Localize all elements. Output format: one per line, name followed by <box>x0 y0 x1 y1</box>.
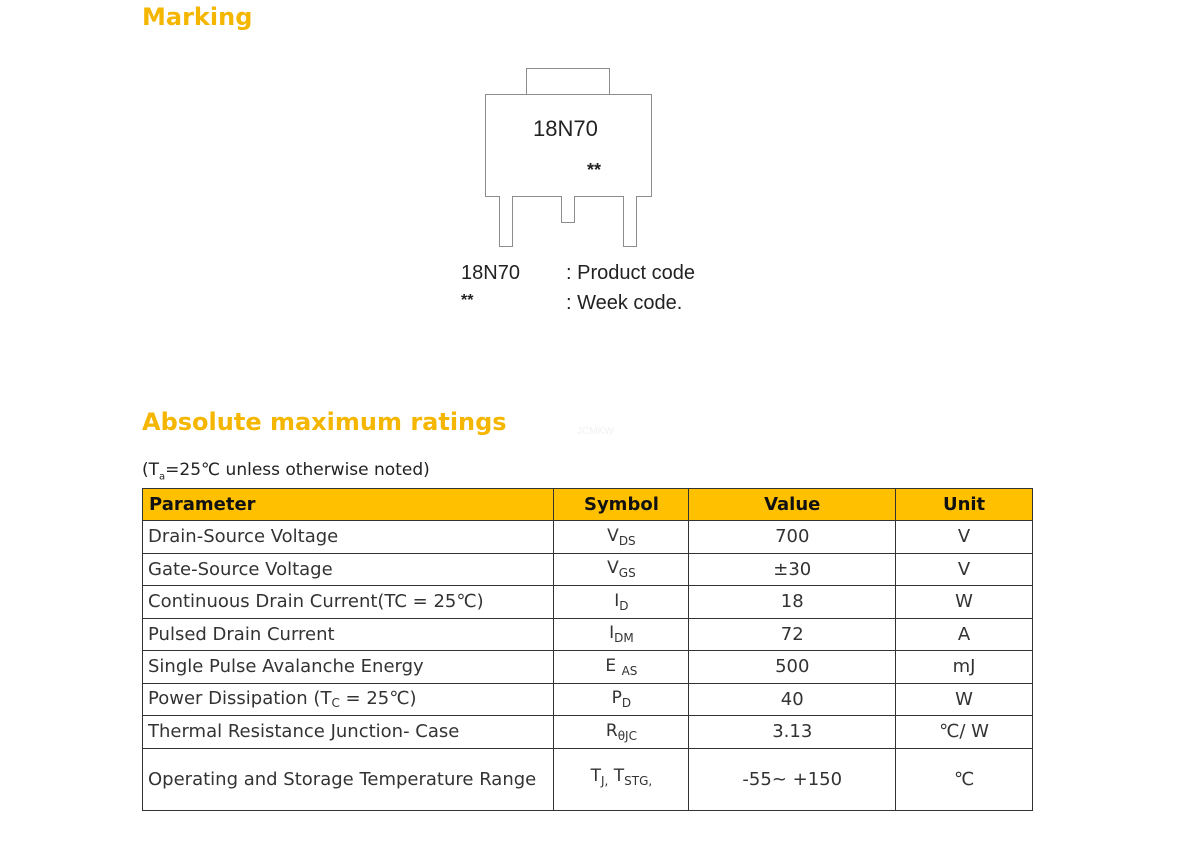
conditions-suffix: =25℃ unless otherwise noted) <box>165 460 430 480</box>
cell-parameter: Single Pulse Avalanche Energy <box>143 651 554 684</box>
legend-week-code: ** <box>461 292 474 309</box>
table-row <box>143 521 1033 554</box>
cell-value: 700 <box>689 521 896 554</box>
header-unit: Unit <box>896 489 1033 521</box>
param-text: Power Dissipation (T <box>148 688 332 710</box>
header-value: Value <box>689 489 896 521</box>
cell-parameter: Operating and Storage Temperature Range <box>143 748 554 810</box>
symbol-base: I <box>614 590 620 611</box>
cell-value: 18 <box>689 586 896 619</box>
param-subscript: C <box>331 696 340 711</box>
package-pin-3 <box>623 196 637 247</box>
header-parameter: Parameter <box>143 489 554 521</box>
cell-value: 40 <box>689 683 896 716</box>
symbol-base: I <box>609 623 615 644</box>
cell-value: 3.13 <box>689 716 896 749</box>
cell-symbol <box>554 651 689 684</box>
symbol-subscript: GS <box>618 566 636 581</box>
cell-symbol <box>554 683 689 716</box>
package-pin-1 <box>499 196 513 247</box>
legend-week-code-desc: : Week code. <box>566 292 683 314</box>
ratings-table <box>142 488 1033 811</box>
symbol-base: V <box>607 525 619 546</box>
conditions-prefix: (T <box>142 460 160 480</box>
symbol-subscript: D <box>621 696 632 711</box>
cell-symbol <box>554 748 689 810</box>
header-symbol: Symbol <box>554 489 689 521</box>
table-row <box>143 748 1033 810</box>
package-body <box>485 94 652 197</box>
cell-symbol <box>554 586 689 619</box>
cell-symbol <box>554 716 689 749</box>
cell-symbol <box>554 553 689 586</box>
package-tab <box>526 68 610 95</box>
package-pin-2 <box>561 196 575 223</box>
cell-parameter: Pulsed Drain Current <box>143 618 554 651</box>
conditions-note <box>142 460 430 482</box>
chip-week-code: ** <box>587 160 602 180</box>
cell-symbol <box>554 521 689 554</box>
param-text-end: = 25℃) <box>339 688 417 710</box>
table-row <box>143 586 1033 619</box>
cell-value: 72 <box>689 618 896 651</box>
cell-parameter: Drain-Source Voltage <box>143 521 554 554</box>
table-row <box>143 651 1033 684</box>
cell-value: ±30 <box>689 553 896 586</box>
cell-unit: ℃ <box>896 748 1033 810</box>
cell-value: 500 <box>689 651 896 684</box>
table-row <box>143 716 1033 749</box>
symbol-subscript: DS <box>618 533 636 548</box>
cell-parameter <box>143 683 554 716</box>
cell-unit: W <box>896 683 1033 716</box>
symbol-subscript: J, <box>601 774 609 788</box>
cell-parameter: Gate-Source Voltage <box>143 553 554 586</box>
symbol-base-2: T <box>608 766 625 786</box>
table-row <box>143 553 1033 586</box>
table-header-row <box>143 489 1033 521</box>
cell-symbol <box>554 618 689 651</box>
conditions-subscript: a <box>159 471 166 483</box>
symbol-base: E <box>605 655 622 676</box>
cell-parameter: Thermal Resistance Junction- Case <box>143 716 554 749</box>
cell-parameter: Continuous Drain Current(TC = 25℃) <box>143 586 554 619</box>
cell-unit: mJ <box>896 651 1033 684</box>
chip-product-code: 18N70 <box>533 116 598 141</box>
symbol-base: P <box>611 688 622 709</box>
cell-value: -55~ +150 <box>689 748 896 810</box>
cell-unit: W <box>896 586 1033 619</box>
table-row <box>143 618 1033 651</box>
table-row <box>143 683 1033 716</box>
cell-unit: V <box>896 521 1033 554</box>
symbol-base: T <box>590 766 601 786</box>
symbol-subscript: AS <box>621 663 638 678</box>
symbol-subscript: θJC <box>617 728 637 743</box>
symbol-base: R <box>605 720 618 741</box>
ratings-section-title: Absolute maximum ratings <box>142 408 507 436</box>
cell-unit: ℃/ W <box>896 716 1033 749</box>
marking-section-title: Marking <box>142 3 253 31</box>
legend-product-code-desc: : Product code <box>566 262 695 284</box>
symbol-base: V <box>607 558 619 579</box>
symbol-subscript-2: STG, <box>624 774 653 788</box>
cell-unit: V <box>896 553 1033 586</box>
cell-unit: A <box>896 618 1033 651</box>
watermark: JCMKW <box>577 426 614 437</box>
symbol-subscript: DM <box>614 631 634 646</box>
legend-product-code: 18N70 <box>461 262 520 284</box>
symbol-subscript: D <box>619 598 629 613</box>
